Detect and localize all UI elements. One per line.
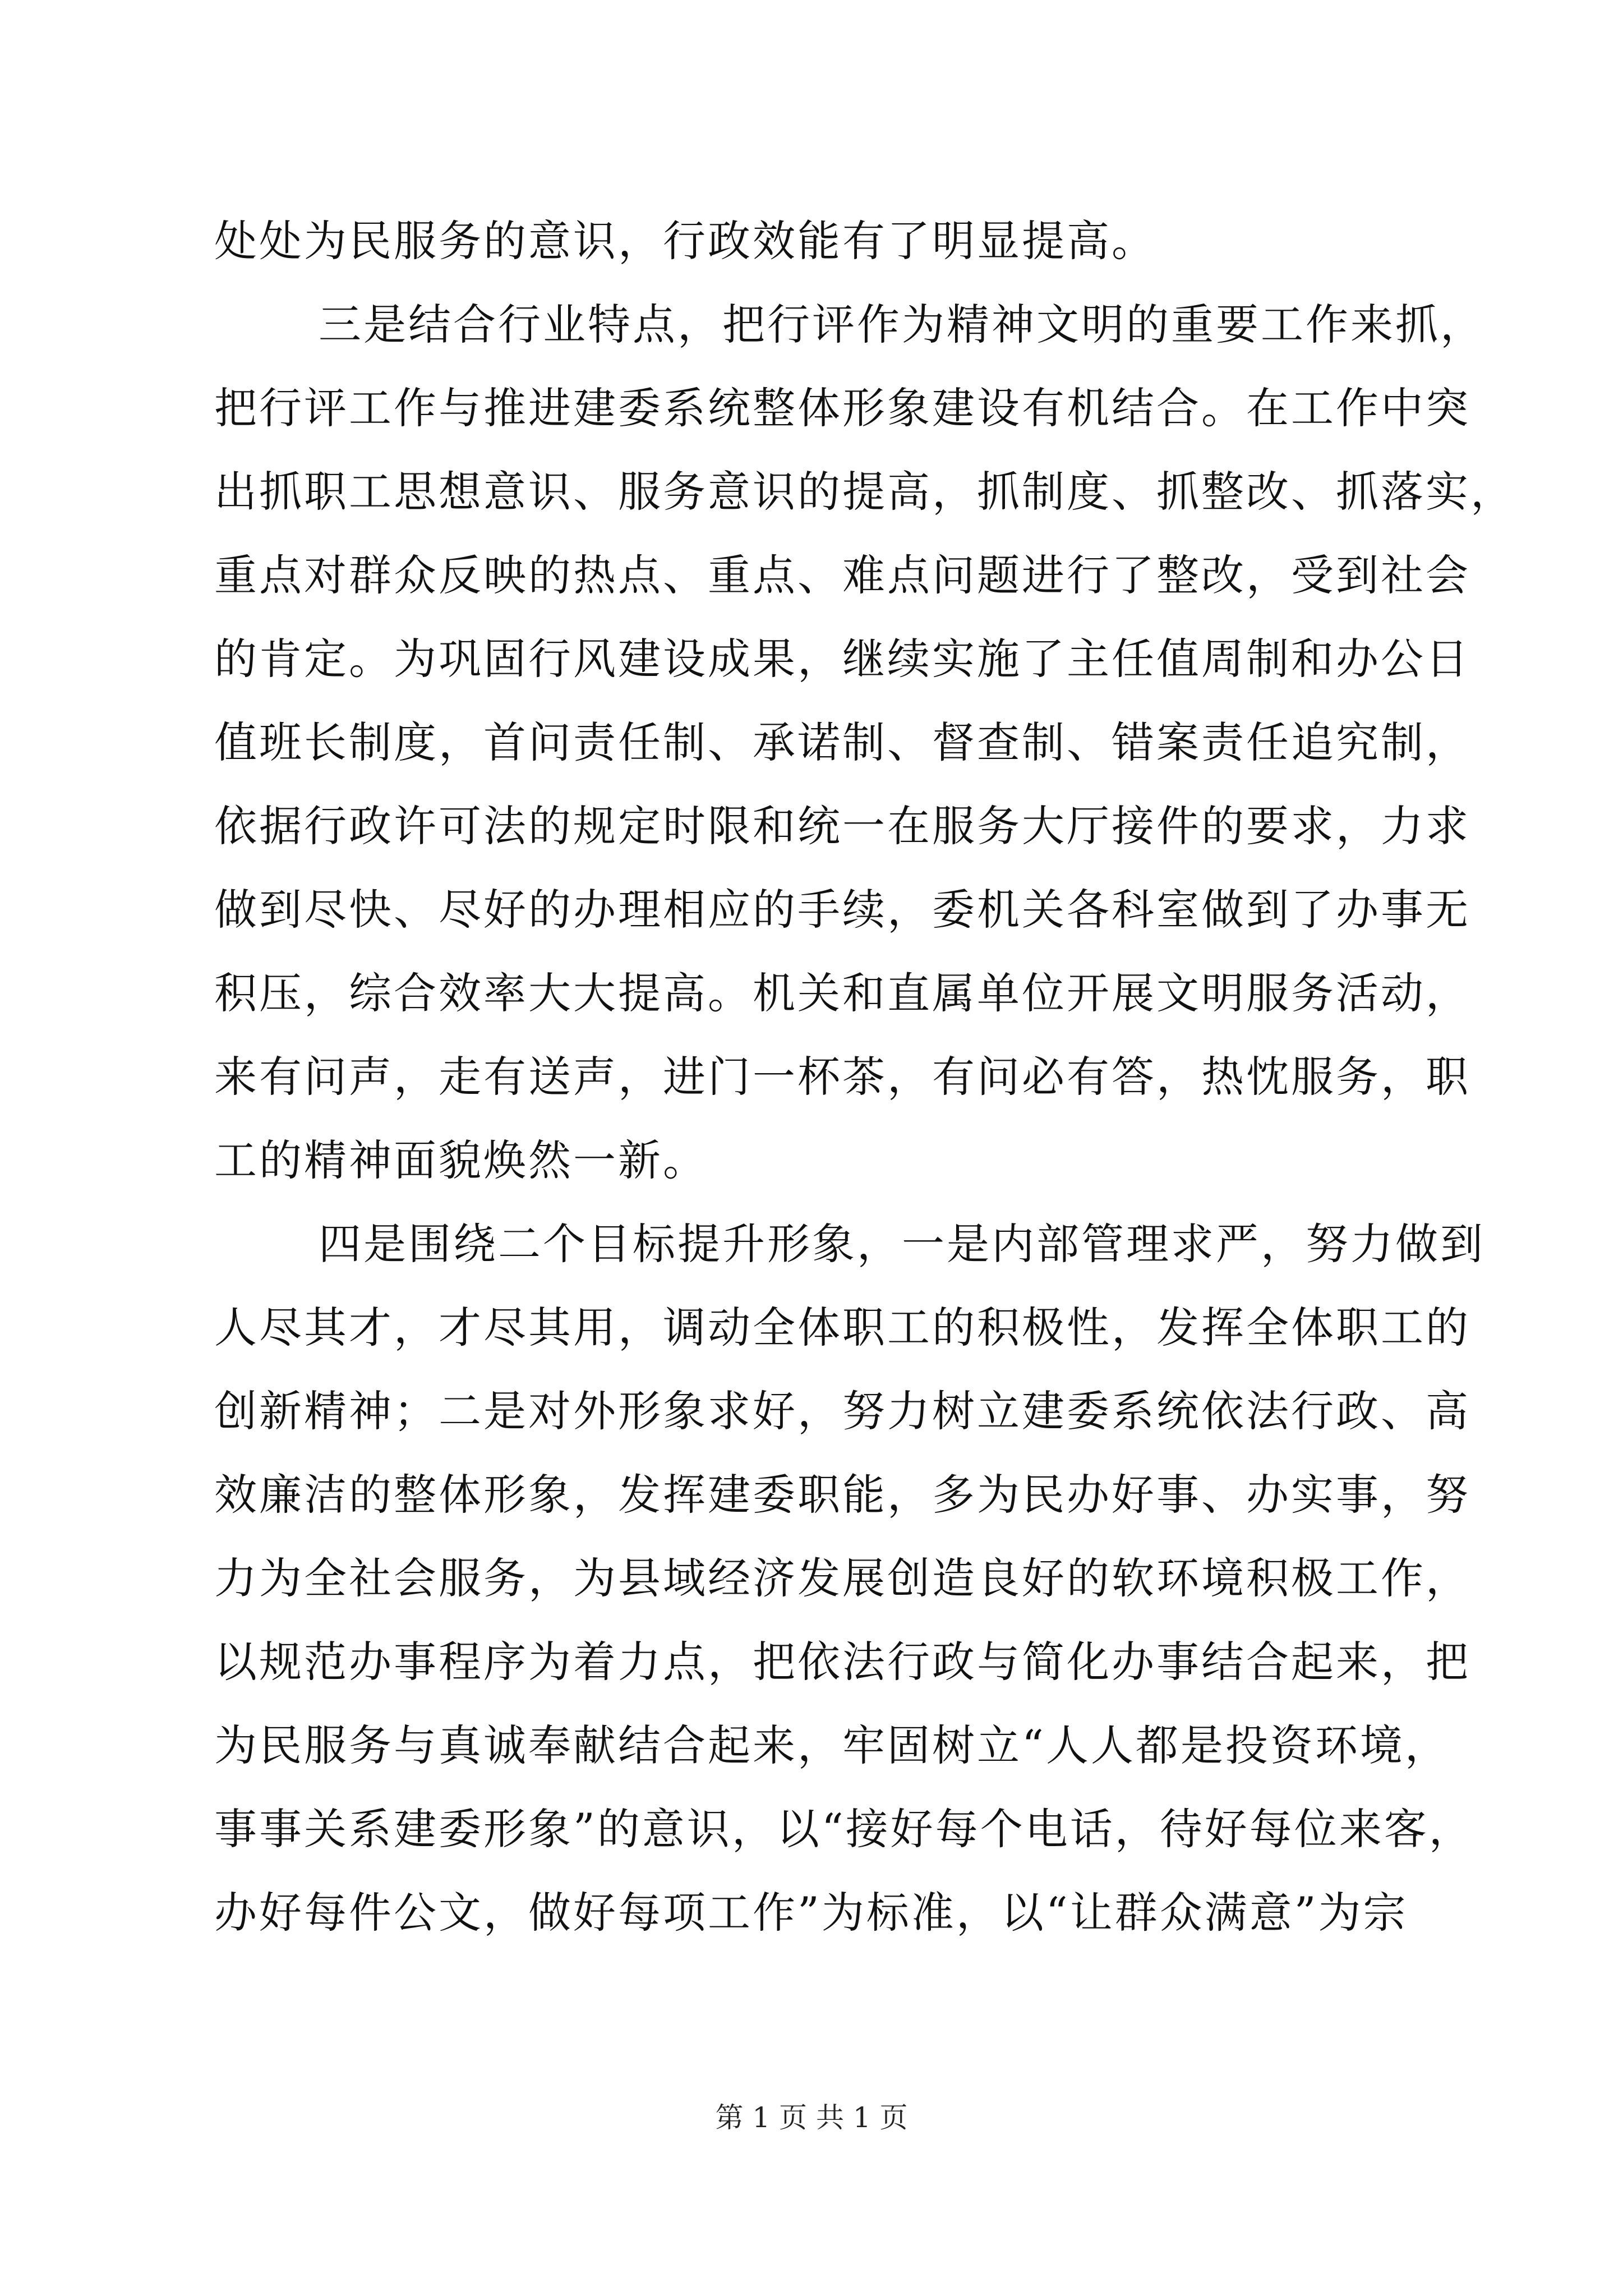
text-line: 工的精神面貌焕然一新。 (214, 1135, 708, 1185)
text-line: 做到尽快、尽好的办理相应的手续，委机关各科室做到了办事无 (214, 885, 1470, 935)
text-line: 事事关系建委形象”的意识，以“接好每个电话，待好每位来客， (214, 1804, 1474, 1854)
paragraph-first-line: 三是结合行业特点，把行评作为精神文明的重要工作来抓， (319, 300, 1485, 349)
text-line: 人尽其才，才尽其用，调动全体职工的积极性，发挥全体职工的 (214, 1303, 1470, 1352)
text-line: 值班长制度，首问责任制、承诺制、督查制、错案责任追究制， (214, 717, 1470, 767)
text-line: 依据行政许可法的规定时限和统一在服务大厅接件的要求，力求 (214, 801, 1470, 851)
text-line: 的肯定。为巩固行风建设成果，继续实施了主任值周制和办公日 (214, 634, 1470, 684)
text-line: 以规范办事程序为着力点，把依法行政与简化办事结合起来，把 (214, 1637, 1470, 1687)
text-line: 办好每件公文，做好每项工作”为标准，以“让群众满意”为宗 (214, 1888, 1408, 1938)
text-line: 把行评工作与推进建委系统整体形象建设有机结合。在工作中突 (214, 383, 1470, 433)
text-line: 重点对群众反映的热点、重点、难点问题进行了整改，受到社会 (214, 550, 1470, 600)
text-line: 力为全社会服务，为县域经济发展创造良好的软环境积极工作， (214, 1553, 1470, 1603)
paragraph-first-line: 四是围绕二个目标提升形象，一是内部管理求严，努力做到 (319, 1219, 1485, 1269)
text-line: 来有问声，走有送声，进门一杯茶，有问必有答，热忱服务，职 (214, 1052, 1470, 1102)
text-line: 为民服务与真诚奉献结合起来，牢固树立“人人都是投资环境， (214, 1720, 1450, 1770)
text-line: 出抓职工思想意识、服务意识的提高，抓制度、抓整改、抓落实， (214, 467, 1515, 517)
text-line: 积压，综合效率大大提高。机关和直属单位开展文明服务活动， (214, 968, 1470, 1018)
text-line: 创新精神；二是对外形象求好，努力树立建委系统依法行政、高 (214, 1386, 1470, 1436)
page-footer: 第 1 页 共 1 页 (715, 2101, 908, 2134)
text-line: 效廉洁的整体形象，发挥建委职能，多为民办好事、办实事，努 (214, 1470, 1470, 1520)
text-line: 处处为民服务的意识，行政效能有了明显提高。 (214, 216, 1156, 266)
